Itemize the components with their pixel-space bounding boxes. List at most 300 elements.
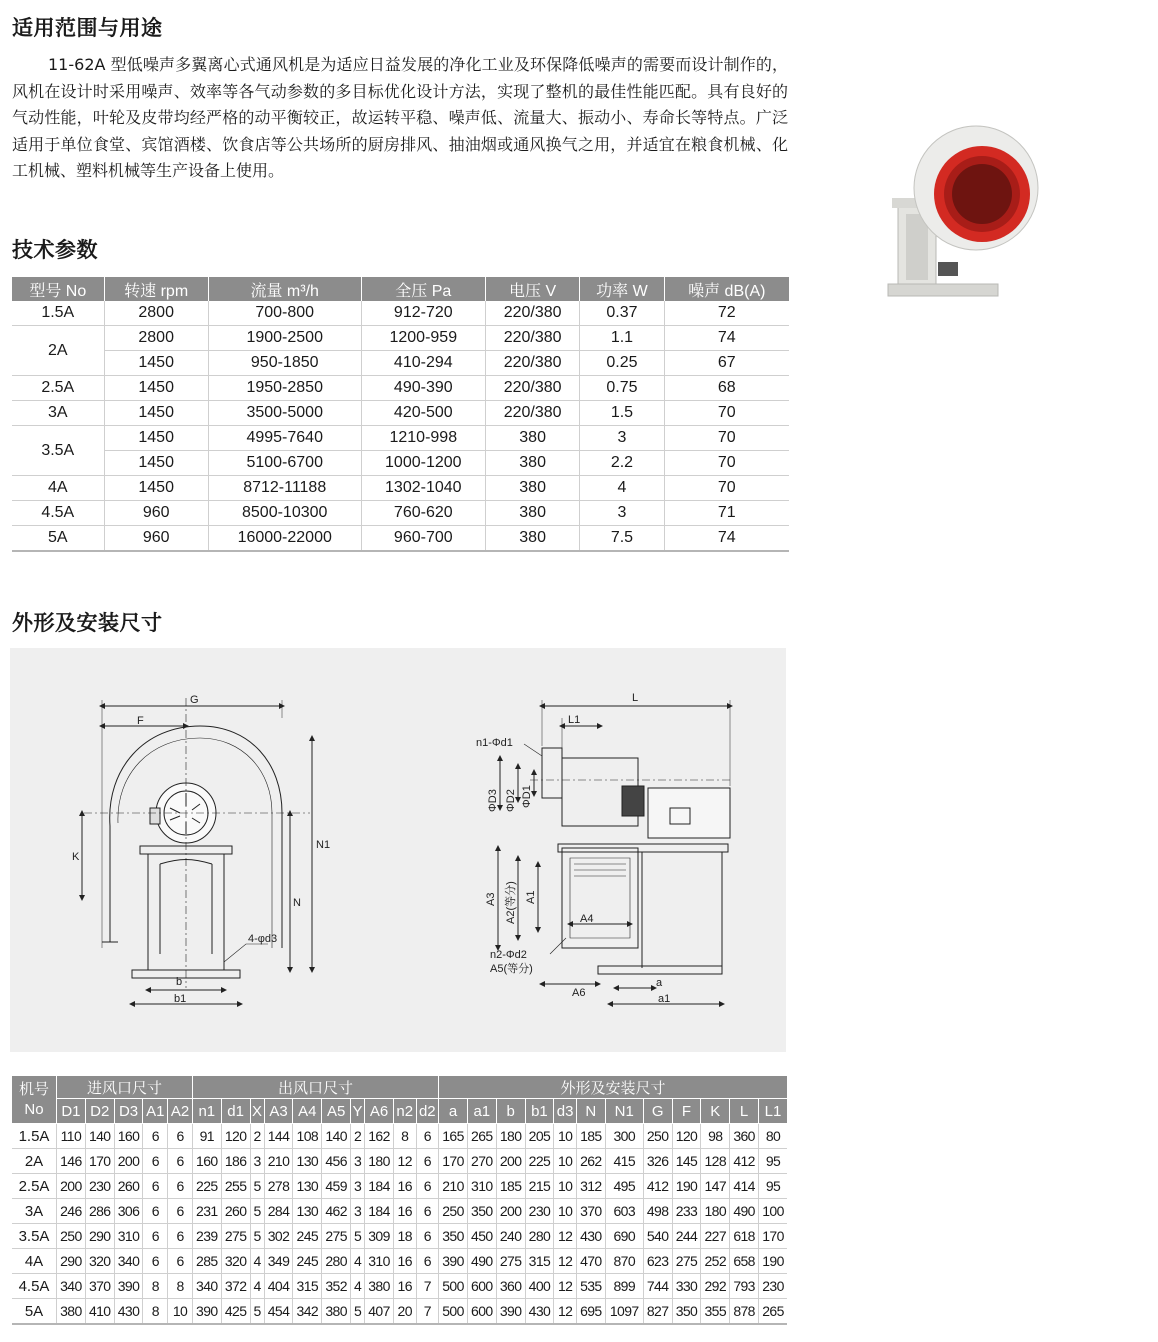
dims-cell: 410: [85, 1299, 114, 1325]
dims-model-cell: 2.5A: [12, 1174, 57, 1199]
dims-col-header: X: [250, 1099, 264, 1124]
dims-cell: 600: [467, 1299, 496, 1325]
dims-cell: 180: [365, 1149, 394, 1174]
dims-cell: 120: [672, 1124, 701, 1149]
dims-cell: 5: [250, 1174, 264, 1199]
dims-cell: 147: [701, 1174, 730, 1199]
dims-cell: 350: [467, 1199, 496, 1224]
label-b1: b1: [174, 993, 187, 1005]
dims-cell: 12: [554, 1299, 577, 1325]
spec-cell: 68: [664, 376, 789, 401]
dims-cell: 12: [554, 1274, 577, 1299]
spec-cell: 1000-1200: [361, 451, 485, 476]
label-N: N: [293, 897, 301, 909]
dims-cell: 285: [192, 1249, 221, 1274]
spec-header-cell: 噪声 dB(A): [664, 277, 789, 301]
dims-head-install: 外形及安装尺寸: [439, 1076, 787, 1099]
dims-cell: 6: [143, 1149, 168, 1174]
dims-cell: 490: [730, 1199, 759, 1224]
dims-row: [12, 1249, 787, 1274]
dims-cell: 100: [759, 1199, 788, 1224]
dims-cell: 16: [393, 1249, 416, 1274]
dims-cell: 404: [264, 1274, 293, 1299]
dims-cell: 342: [293, 1299, 322, 1325]
dims-col-header: N1: [605, 1099, 643, 1124]
dims-cell: 80: [759, 1124, 788, 1149]
dims-cell: 250: [439, 1199, 468, 1224]
dims-cell: 6: [416, 1199, 439, 1224]
dims-col-header: A4: [293, 1099, 322, 1124]
dims-cell: 3: [351, 1174, 365, 1199]
spec-cell: 2.2: [580, 451, 664, 476]
dims-cell: 246: [57, 1199, 86, 1224]
dims-cell: 16: [393, 1274, 416, 1299]
dims-cell: 370: [576, 1199, 605, 1224]
spec-row: [12, 451, 789, 476]
dims-cell: 5: [351, 1299, 365, 1325]
dims-cell: 6: [168, 1124, 193, 1149]
dims-cell: 110: [57, 1124, 86, 1149]
dims-cell: 390: [192, 1299, 221, 1325]
dims-cell: 390: [439, 1249, 468, 1274]
spec-cell: 960: [104, 526, 208, 552]
spec-cell: 1450: [104, 351, 208, 376]
dims-cell: 231: [192, 1199, 221, 1224]
dims-cell: 265: [467, 1124, 496, 1149]
dims-cell: 500: [439, 1299, 468, 1325]
intro-paragraph: 11-62A 型低噪声多翼离心式通风机是为适应日益发展的净化工业及环保降低噪声的需要而设计制作的，风机在设计时采用噪声、效率等各气动参数的多目标优化设计方法，实现了整机的最佳性能匹配。具有良好的气动性能，叶轮及皮带均经严格的动平衡较正，故运转平稳、噪声低、流量大、振动小、寿命长等特点。广泛适用于单位食堂、宾馆酒楼、饮食店等公共场所的厨房排风、抽油烟或通风换气之用，并适宜在粮食机械、化工机械、塑料机械等生产设备上使用。: [12, 55, 788, 180]
dims-cell: 535: [576, 1274, 605, 1299]
dims-cell: 360: [496, 1274, 525, 1299]
dims-cell: 225: [525, 1149, 554, 1174]
dims-cell: 6: [416, 1124, 439, 1149]
dims-col-header: A6: [365, 1099, 394, 1124]
dims-cell: 6: [416, 1149, 439, 1174]
dims-cell: 618: [730, 1224, 759, 1249]
dims-cell: 160: [192, 1149, 221, 1174]
dims-cell: 262: [576, 1149, 605, 1174]
dims-cell: 244: [672, 1224, 701, 1249]
dims-col-header: b1: [525, 1099, 554, 1124]
label-n1d1: n1-Φd1: [476, 737, 513, 749]
label-F: F: [137, 715, 144, 727]
dims-cell: 10: [168, 1299, 193, 1325]
spec-cell: 220/380: [485, 376, 579, 401]
spec-cell: 16000-22000: [208, 526, 361, 552]
dims-cell: 744: [643, 1274, 672, 1299]
dims-cell: 130: [293, 1149, 322, 1174]
dims-cell: 20: [393, 1299, 416, 1325]
dims-col-header: G: [643, 1099, 672, 1124]
dims-cell: 205: [525, 1124, 554, 1149]
label-A3: A3: [485, 892, 497, 906]
label-A5: A5(等分): [490, 963, 533, 975]
spec-cell: 380: [485, 476, 579, 501]
dims-head-outlet: 出风口尺寸: [192, 1076, 438, 1099]
fan-product-image: [878, 112, 1048, 312]
spec-cell: 1950-2850: [208, 376, 361, 401]
dims-cell: 108: [293, 1124, 322, 1149]
dims-row: [12, 1224, 787, 1249]
dims-row: [12, 1124, 787, 1149]
spec-model-cell: 2A: [12, 326, 104, 376]
dims-cell: 184: [365, 1199, 394, 1224]
specs-title: 技术参数: [12, 238, 98, 262]
dims-cell: 4: [351, 1274, 365, 1299]
spec-cell: 960-700: [361, 526, 485, 552]
label-L: L: [632, 692, 639, 704]
dims-cell: 6: [143, 1249, 168, 1274]
dims-cell: 349: [264, 1249, 293, 1274]
dims-col-header: D2: [85, 1099, 114, 1124]
dims-head-inlet: 进风口尺寸: [57, 1076, 193, 1099]
spec-cell: 74: [664, 326, 789, 351]
dims-cell: 184: [365, 1174, 394, 1199]
dims-cell: 180: [701, 1199, 730, 1224]
dims-cell: 3: [351, 1199, 365, 1224]
dims-cell: 245: [293, 1249, 322, 1274]
dims-cell: 280: [525, 1224, 554, 1249]
dims-cell: 12: [554, 1224, 577, 1249]
dims-cell: 5: [250, 1299, 264, 1325]
spec-cell: 7.5: [580, 526, 664, 552]
dims-col-header: a1: [467, 1099, 496, 1124]
label-A1: A1: [525, 890, 537, 904]
dims-cell: 6: [168, 1224, 193, 1249]
spec-model-cell: 3.5A: [12, 426, 104, 476]
dims-col-header: D1: [57, 1099, 86, 1124]
spec-cell: 0.25: [580, 351, 664, 376]
dims-cell: 462: [322, 1199, 351, 1224]
spec-cell: 700-800: [208, 301, 361, 326]
dims-cell: 292: [701, 1274, 730, 1299]
spec-cell: 1200-959: [361, 326, 485, 351]
dims-cell: 230: [759, 1274, 788, 1299]
dims-cell: 5: [250, 1199, 264, 1224]
spec-header-cell: 全压 Pa: [361, 277, 485, 301]
dims-cell: 459: [322, 1174, 351, 1199]
dims-cell: 162: [365, 1124, 394, 1149]
dims-col-header: Y: [351, 1099, 365, 1124]
dims-cell: 227: [701, 1224, 730, 1249]
dims-cell: 278: [264, 1174, 293, 1199]
dims-cell: 170: [85, 1149, 114, 1174]
dims-cell: 490: [467, 1249, 496, 1274]
spec-row: [12, 501, 789, 526]
dims-cell: 16: [393, 1199, 416, 1224]
dims-cell: 200: [57, 1174, 86, 1199]
label-A6: A6: [572, 987, 586, 999]
spec-cell: 1450: [104, 451, 208, 476]
dims-col-header: d3: [554, 1099, 577, 1124]
spec-cell: 420-500: [361, 401, 485, 426]
dims-cell: 12: [393, 1149, 416, 1174]
spec-header-cell: 功率 W: [580, 277, 664, 301]
spec-cell: 912-720: [361, 301, 485, 326]
spec-row: [12, 476, 789, 501]
label-D3: ΦD3: [487, 789, 499, 812]
dims-cell: 255: [221, 1174, 250, 1199]
dims-cell: 380: [365, 1274, 394, 1299]
spec-cell: 1450: [104, 476, 208, 501]
dims-cell: 340: [192, 1274, 221, 1299]
dims-cell: 412: [730, 1149, 759, 1174]
dims-cell: 390: [114, 1274, 143, 1299]
dims-cell: 6: [416, 1224, 439, 1249]
dims-cell: 200: [496, 1199, 525, 1224]
spec-model-cell: 5A: [12, 526, 104, 552]
dims-cell: 275: [221, 1224, 250, 1249]
spec-cell: 1450: [104, 376, 208, 401]
dims-cell: 95: [759, 1174, 788, 1199]
spec-cell: 1.1: [580, 326, 664, 351]
spec-model-cell: 1.5A: [12, 301, 104, 326]
label-n2d2: n2-Φd2: [490, 949, 527, 961]
spec-cell: 0.37: [580, 301, 664, 326]
spec-cell: 70: [664, 426, 789, 451]
dims-cell: 870: [605, 1249, 643, 1274]
dims-cell: 412: [643, 1174, 672, 1199]
front-view: [82, 698, 312, 1004]
dims-cell: 6: [416, 1249, 439, 1274]
spec-cell: 1210-998: [361, 426, 485, 451]
dims-cell: 315: [525, 1249, 554, 1274]
dims-cell: 4: [250, 1274, 264, 1299]
dims-cell: 260: [221, 1199, 250, 1224]
dims-cell: 2: [351, 1124, 365, 1149]
spec-cell: 410-294: [361, 351, 485, 376]
dims-col-header: A2: [168, 1099, 193, 1124]
dims-row: [12, 1149, 787, 1174]
spec-model-cell: 4A: [12, 476, 104, 501]
label-N1: N1: [316, 839, 331, 851]
dims-model-cell: 5A: [12, 1299, 57, 1325]
dims-cell: 280: [322, 1249, 351, 1274]
dims-cell: 145: [672, 1149, 701, 1174]
spec-cell: 1302-1040: [361, 476, 485, 501]
spec-row: [12, 376, 789, 401]
spec-row: [12, 326, 789, 351]
dims-cell: 1097: [605, 1299, 643, 1325]
spec-cell: 380: [485, 501, 579, 526]
dims-cell: 10: [554, 1174, 577, 1199]
dims-cell: 200: [496, 1149, 525, 1174]
spec-cell: 960: [104, 501, 208, 526]
dims-cell: 310: [114, 1224, 143, 1249]
spec-table: [12, 277, 789, 552]
spec-cell: 70: [664, 451, 789, 476]
dims-col-header: d1: [221, 1099, 250, 1124]
spec-cell: 5100-6700: [208, 451, 361, 476]
spec-header-cell: 转速 rpm: [104, 277, 208, 301]
spec-header-cell: 型号 No: [12, 277, 104, 301]
dims-cell: 326: [643, 1149, 672, 1174]
dims-cell: 899: [605, 1274, 643, 1299]
dims-cell: 180: [496, 1124, 525, 1149]
dims-cell: 430: [525, 1299, 554, 1325]
dims-cell: 239: [192, 1224, 221, 1249]
dims-cell: 98: [701, 1124, 730, 1149]
dims-cell: 695: [576, 1299, 605, 1325]
spec-cell: 4995-7640: [208, 426, 361, 451]
spec-row: [12, 526, 789, 552]
dims-cell: 18: [393, 1224, 416, 1249]
dims-cell: 415: [605, 1149, 643, 1174]
dims-cell: 215: [525, 1174, 554, 1199]
label-A4: A4: [580, 913, 594, 925]
dims-cell: 186: [221, 1149, 250, 1174]
dims-cell: 658: [730, 1249, 759, 1274]
spec-cell: 220/380: [485, 301, 579, 326]
dims-col-header: D3: [114, 1099, 143, 1124]
spec-cell: 72: [664, 301, 789, 326]
dims-cell: 306: [114, 1199, 143, 1224]
dims-cell: 4: [250, 1249, 264, 1274]
dims-cell: 200: [114, 1149, 143, 1174]
dims-cell: 450: [467, 1224, 496, 1249]
dims-model-cell: 2A: [12, 1149, 57, 1174]
dims-cell: 310: [467, 1174, 496, 1199]
spec-cell: 380: [485, 526, 579, 552]
dims-cell: 130: [293, 1199, 322, 1224]
spec-cell: 490-390: [361, 376, 485, 401]
spec-cell: 71: [664, 501, 789, 526]
dims-cell: 380: [322, 1299, 351, 1325]
dims-cell: 230: [525, 1199, 554, 1224]
dims-row: [12, 1274, 787, 1299]
dims-col-header: L1: [759, 1099, 788, 1124]
dims-cell: 495: [605, 1174, 643, 1199]
dims-cell: 170: [439, 1149, 468, 1174]
spec-row: [12, 426, 789, 451]
dims-model-cell: 1.5A: [12, 1124, 57, 1149]
dims-cell: 340: [114, 1249, 143, 1274]
dims-cell: 275: [322, 1224, 351, 1249]
dims-cell: 3: [250, 1149, 264, 1174]
dims-row: [12, 1199, 787, 1224]
dims-cell: 290: [85, 1224, 114, 1249]
dims-cell: 6: [143, 1174, 168, 1199]
label-d3: 4-φd3: [248, 933, 278, 945]
dims-cell: 140: [85, 1124, 114, 1149]
dims-cell: 284: [264, 1199, 293, 1224]
dims-cell: 210: [439, 1174, 468, 1199]
dims-col-header: a: [439, 1099, 468, 1124]
dims-cell: 878: [730, 1299, 759, 1325]
dims-col-header: K: [701, 1099, 730, 1124]
dims-cell: 456: [322, 1149, 351, 1174]
dims-cell: 146: [57, 1149, 86, 1174]
dims-cell: 370: [85, 1274, 114, 1299]
spec-cell: 74: [664, 526, 789, 552]
dims-model-cell: 4.5A: [12, 1274, 57, 1299]
spec-cell: 1450: [104, 426, 208, 451]
dims-col-header: A3: [264, 1099, 293, 1124]
dims-cell: 320: [221, 1249, 250, 1274]
dims-cell: 430: [576, 1224, 605, 1249]
spec-cell: 4: [580, 476, 664, 501]
dims-cell: 4: [351, 1249, 365, 1274]
dims-cell: 286: [85, 1199, 114, 1224]
dims-cell: 470: [576, 1249, 605, 1274]
dims-cell: 6: [416, 1174, 439, 1199]
dims-cell: 6: [143, 1124, 168, 1149]
dims-model-cell: 3A: [12, 1199, 57, 1224]
dims-cell: 185: [576, 1124, 605, 1149]
dims-cell: 240: [496, 1224, 525, 1249]
dims-cell: 330: [672, 1274, 701, 1299]
dims-cell: 10: [554, 1199, 577, 1224]
label-a: a: [656, 977, 663, 989]
label-b: b: [176, 976, 183, 988]
label-a1: a1: [658, 993, 671, 1005]
dims-col-header: A1: [143, 1099, 168, 1124]
dims-cell: 600: [467, 1274, 496, 1299]
dims-cell: 390: [496, 1299, 525, 1325]
spec-cell: 1.5: [580, 401, 664, 426]
label-D1: ΦD1: [521, 785, 533, 808]
dims-cell: 400: [525, 1274, 554, 1299]
dims-cell: 309: [365, 1224, 394, 1249]
dims-cell: 6: [168, 1199, 193, 1224]
dims-cell: 210: [264, 1149, 293, 1174]
dims-cell: 8: [143, 1299, 168, 1325]
dims-cell: 315: [293, 1274, 322, 1299]
dims-cell: 8: [168, 1274, 193, 1299]
dims-col-header: F: [672, 1099, 701, 1124]
spec-cell: 2800: [104, 326, 208, 351]
dims-cell: 540: [643, 1224, 672, 1249]
dims-cell: 144: [264, 1124, 293, 1149]
dims-cell: 5: [250, 1224, 264, 1249]
dims-col-header: N: [576, 1099, 605, 1124]
dims-cell: 250: [57, 1224, 86, 1249]
dims-cell: 290: [57, 1249, 86, 1274]
dims-cell: 623: [643, 1249, 672, 1274]
dims-cell: 302: [264, 1224, 293, 1249]
dims-col-header: b: [496, 1099, 525, 1124]
spec-cell: 2800: [104, 301, 208, 326]
dims-cell: 120: [221, 1124, 250, 1149]
spec-row: [12, 301, 789, 326]
label-G: G: [190, 694, 199, 706]
dims-cell: 270: [467, 1149, 496, 1174]
spec-row: [12, 351, 789, 376]
dims-cell: 372: [221, 1274, 250, 1299]
dims-cell: 380: [57, 1299, 86, 1325]
spec-cell: 380: [485, 451, 579, 476]
dims-cell: 3: [351, 1149, 365, 1174]
dims-cell: 352: [322, 1274, 351, 1299]
dims-row: [12, 1299, 787, 1325]
dims-cell: 10: [554, 1149, 577, 1174]
dims-cell: 140: [322, 1124, 351, 1149]
dims-cell: 230: [85, 1174, 114, 1199]
dims-col-header: L: [730, 1099, 759, 1124]
spec-cell: 67: [664, 351, 789, 376]
spec-cell: 1450: [104, 401, 208, 426]
dims-cell: 16: [393, 1174, 416, 1199]
dims-cell: 128: [701, 1149, 730, 1174]
dims-col-header: n2: [393, 1099, 416, 1124]
dims-cell: 430: [114, 1299, 143, 1325]
dims-cell: 265: [759, 1299, 788, 1325]
dims-cell: 170: [759, 1224, 788, 1249]
dims-cell: 160: [114, 1124, 143, 1149]
dims-col-header: n1: [192, 1099, 221, 1124]
dims-cell: 252: [701, 1249, 730, 1274]
dims-cell: 190: [759, 1249, 788, 1274]
